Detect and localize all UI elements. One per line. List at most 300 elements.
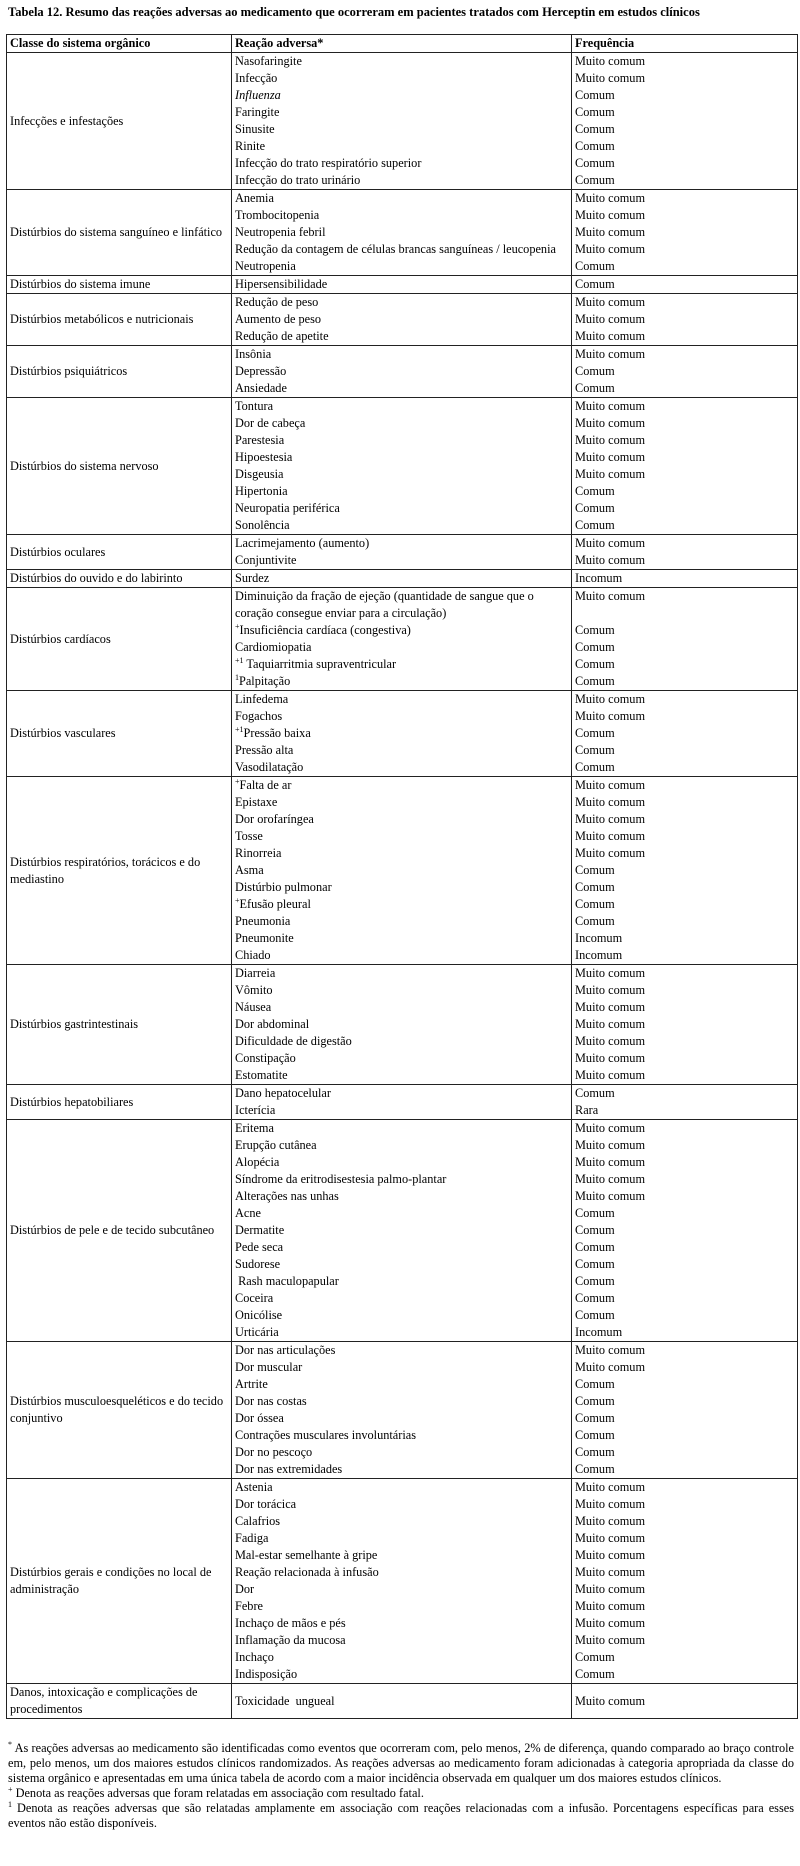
adverse-reaction-cell <box>232 1547 572 1564</box>
adverse-reaction-cell <box>232 828 572 845</box>
adverse-reaction-cell <box>232 483 572 500</box>
frequency-cell: Comum <box>572 121 798 138</box>
organ-class-cell: Distúrbios do ouvido e do labirinto <box>7 570 232 588</box>
frequency-cell: Comum <box>572 363 798 380</box>
adverse-reaction-cell <box>232 1102 572 1120</box>
adverse-reaction-text: Dermatite <box>235 1223 285 1237</box>
adverse-reaction-text: Trombocitopenia <box>235 208 320 222</box>
adverse-reaction-text: Surdez <box>235 571 270 585</box>
table-row <box>7 777 798 795</box>
organ-class-cell: Distúrbios do sistema sanguíneo e linfático <box>7 190 232 276</box>
adverse-reaction-cell <box>232 121 572 138</box>
adverse-reaction-text: Dor de cabeça <box>235 416 306 430</box>
adverse-reaction-text: Artrite <box>235 1377 268 1391</box>
adverse-reaction-text: Rinite <box>235 139 266 153</box>
adverse-reaction-text: Dor nas articulações <box>235 1343 336 1357</box>
adverse-reaction-cell <box>232 224 572 241</box>
adverse-reaction-text: Rash maculopapular <box>235 1274 339 1288</box>
frequency-cell: Muito comum <box>572 1513 798 1530</box>
adverse-reaction-cell <box>232 1256 572 1273</box>
adverse-reaction-cell <box>232 930 572 947</box>
adverse-reaction-cell <box>232 1016 572 1033</box>
frequency-cell: Muito comum <box>572 1033 798 1050</box>
adverse-reaction-cell <box>232 517 572 535</box>
frequency-cell: Muito comum <box>572 965 798 983</box>
frequency-cell: Comum <box>572 1205 798 1222</box>
frequency-cell: Muito comum <box>572 1684 798 1719</box>
reaction-footnote-marker: 1 <box>235 672 239 682</box>
adverse-reactions-table <box>6 34 798 1719</box>
adverse-reaction-text: Náusea <box>235 1000 272 1014</box>
adverse-reaction-cell <box>232 742 572 759</box>
adverse-reaction-cell <box>232 1376 572 1393</box>
frequency-cell: Muito comum <box>572 1154 798 1171</box>
adverse-reaction-cell <box>232 656 572 673</box>
adverse-reaction-text: Dano hepatocelular <box>235 1086 331 1100</box>
adverse-reaction-cell <box>232 1222 572 1239</box>
adverse-reaction-text: Inchaço de mãos e pés <box>235 1616 346 1630</box>
adverse-reaction-cell <box>232 190 572 208</box>
frequency-cell: Comum <box>572 879 798 896</box>
adverse-reaction-text: Constipação <box>235 1051 296 1065</box>
frequency-cell: Muito comum <box>572 1615 798 1632</box>
adverse-reaction-text: Fadiga <box>235 1531 269 1545</box>
adverse-reaction-text: Reação relacionada à infusão <box>235 1565 379 1579</box>
frequency-cell: Comum <box>572 1376 798 1393</box>
frequency-cell: Muito comum <box>572 70 798 87</box>
adverse-reaction-cell <box>232 1050 572 1067</box>
adverse-reaction-cell <box>232 691 572 709</box>
adverse-reaction-cell <box>232 449 572 466</box>
adverse-reaction-text: Infecção do trato urinário <box>235 173 361 187</box>
adverse-reaction-text: Influenza <box>235 88 281 102</box>
frequency-cell: Comum <box>572 896 798 913</box>
adverse-reaction-cell <box>232 1342 572 1360</box>
adverse-reaction-cell <box>232 1649 572 1666</box>
frequency-cell: Muito comum <box>572 1479 798 1497</box>
adverse-reaction-cell <box>232 432 572 449</box>
frequency-cell: Comum <box>572 1666 798 1684</box>
table-body <box>7 53 798 1719</box>
adverse-reaction-text: Falta de ar <box>239 778 292 792</box>
adverse-reaction-cell <box>232 999 572 1016</box>
frequency-cell: Muito comum <box>572 1050 798 1067</box>
frequency-cell: Comum <box>572 1256 798 1273</box>
adverse-reaction-cell <box>232 1239 572 1256</box>
frequency-cell: Comum <box>572 1222 798 1239</box>
adverse-reaction-text: Efusão pleural <box>239 897 311 911</box>
adverse-reaction-cell <box>232 794 572 811</box>
reaction-footnote-marker: + <box>235 895 240 905</box>
adverse-reaction-cell <box>232 1496 572 1513</box>
frequency-cell: Muito comum <box>572 535 798 553</box>
adverse-reaction-cell <box>232 862 572 879</box>
frequency-cell: Comum <box>572 104 798 121</box>
header-organ-class: Classe do sistema orgânico <box>7 35 232 53</box>
adverse-reaction-text: Insônia <box>235 347 272 361</box>
adverse-reaction-text: Sinusite <box>235 122 275 136</box>
table-row <box>7 691 798 709</box>
frequency-cell: Comum <box>572 1273 798 1290</box>
adverse-reaction-cell <box>232 1359 572 1376</box>
adverse-reaction-text: Disgeusia <box>235 467 284 481</box>
frequency-cell: Comum <box>572 380 798 398</box>
adverse-reaction-cell <box>232 1632 572 1649</box>
adverse-reaction-text: Dor muscular <box>235 1360 303 1374</box>
frequency-cell: Comum <box>572 759 798 777</box>
organ-class-cell: Distúrbios gerais e condições no local de administração <box>7 1479 232 1684</box>
adverse-reaction-text: Estomatite <box>235 1068 288 1082</box>
adverse-reaction-cell <box>232 1033 572 1050</box>
adverse-reaction-text: Mal-estar semelhante à gripe <box>235 1548 378 1562</box>
adverse-reaction-cell <box>232 1085 572 1103</box>
frequency-cell: Muito comum <box>572 552 798 570</box>
adverse-reaction-cell <box>232 346 572 364</box>
adverse-reaction-cell <box>232 363 572 380</box>
frequency-cell: Comum <box>572 138 798 155</box>
adverse-reaction-cell <box>232 87 572 104</box>
adverse-reaction-cell <box>232 552 572 570</box>
adverse-reaction-text: Pressão alta <box>235 743 294 757</box>
frequency-cell: Comum <box>572 622 798 639</box>
footnote-asterisk <box>8 1741 794 1786</box>
frequency-cell: Comum <box>572 258 798 276</box>
adverse-reaction-text: Lacrimejamento (aumento) <box>235 536 370 550</box>
adverse-reaction-text: Faringite <box>235 105 280 119</box>
adverse-reaction-cell <box>232 982 572 999</box>
frequency-cell: Muito comum <box>572 828 798 845</box>
frequency-cell: Muito comum <box>572 1342 798 1360</box>
frequency-cell: Comum <box>572 1307 798 1324</box>
frequency-cell: Muito comum <box>572 777 798 795</box>
adverse-reaction-cell <box>232 1137 572 1154</box>
table-row <box>7 294 798 312</box>
frequency-cell: Muito comum <box>572 691 798 709</box>
adverse-reaction-text: Aumento de peso <box>235 312 322 326</box>
organ-class-cell: Distúrbios do sistema imune <box>7 276 232 294</box>
adverse-reaction-cell <box>232 879 572 896</box>
frequency-cell: Comum <box>572 517 798 535</box>
adverse-reaction-text: Calafrios <box>235 1514 281 1528</box>
adverse-reaction-cell <box>232 1188 572 1205</box>
frequency-cell: Incomum <box>572 570 798 588</box>
adverse-reaction-cell <box>232 1666 572 1684</box>
adverse-reaction-text: Inchaço <box>235 1650 274 1664</box>
adverse-reaction-text: Inflamação da mucosa <box>235 1633 346 1647</box>
organ-class-cell: Distúrbios do sistema nervoso <box>7 398 232 535</box>
adverse-reaction-cell <box>232 1205 572 1222</box>
header-adverse-reaction: Reação adversa* <box>232 35 572 53</box>
reaction-footnote-marker: +1 <box>235 724 244 734</box>
frequency-cell: Muito comum <box>572 241 798 258</box>
frequency-cell: Comum <box>572 1461 798 1479</box>
adverse-reaction-text: Ansiedade <box>235 381 287 395</box>
organ-class-cell: Distúrbios psiquiátricos <box>7 346 232 398</box>
frequency-cell: Comum <box>572 1410 798 1427</box>
table-row <box>7 588 798 623</box>
adverse-reaction-cell <box>232 1513 572 1530</box>
frequency-cell: Rara <box>572 1102 798 1120</box>
adverse-reaction-text: Asma <box>235 863 264 877</box>
table-row <box>7 346 798 364</box>
frequency-cell: Muito comum <box>572 708 798 725</box>
adverse-reaction-text: Febre <box>235 1599 263 1613</box>
organ-class-cell: Distúrbios respiratórios, torácicos e do mediastino <box>7 777 232 965</box>
frequency-cell: Comum <box>572 172 798 190</box>
adverse-reaction-cell <box>232 1307 572 1324</box>
adverse-reaction-text: Palpitação <box>239 674 291 688</box>
frequency-cell: Muito comum <box>572 398 798 416</box>
adverse-reaction-text: Toxicidade ungueal <box>235 1693 335 1708</box>
adverse-reaction-text: Dificuldade de digestão <box>235 1034 352 1048</box>
adverse-reaction-cell <box>232 155 572 172</box>
frequency-cell: Muito comum <box>572 1632 798 1649</box>
footnote-text: Denota as reações adversas que são relatadas amplamente em associação com reações relacionadas com a infusão. Porcentagens específicas para esses eventos não estão disponíveis. <box>8 1801 794 1830</box>
frequency-cell: Muito comum <box>572 224 798 241</box>
adverse-reaction-text: Dor torácica <box>235 1497 297 1511</box>
adverse-reaction-cell <box>232 276 572 294</box>
adverse-reaction-text: Diarreia <box>235 966 276 980</box>
adverse-reaction-text: Dor nas extremidades <box>235 1462 343 1476</box>
frequency-cell: Muito comum <box>572 1188 798 1205</box>
frequency-cell: Muito comum <box>572 328 798 346</box>
table-header-row <box>7 35 798 53</box>
adverse-reaction-cell <box>232 70 572 87</box>
adverse-reaction-cell <box>232 639 572 656</box>
adverse-reaction-text: Dor no pescoço <box>235 1445 313 1459</box>
adverse-reaction-cell <box>232 1564 572 1581</box>
table-row <box>7 965 798 983</box>
adverse-reaction-cell <box>232 104 572 121</box>
frequency-cell: Comum <box>572 155 798 172</box>
adverse-reaction-cell <box>232 1530 572 1547</box>
adverse-reaction-text: Vômito <box>235 983 273 997</box>
adverse-reaction-text: Eritema <box>235 1121 274 1135</box>
adverse-reaction-text: Síndrome da eritrodisestesia palmo-plantar <box>235 1172 447 1186</box>
frequency-cell: Comum <box>572 1649 798 1666</box>
adverse-reaction-text: Erupção cutânea <box>235 1138 317 1152</box>
adverse-reaction-cell <box>232 535 572 553</box>
frequency-cell: Muito comum <box>572 346 798 364</box>
adverse-reaction-text: Distúrbio pulmonar <box>235 880 332 894</box>
frequency-cell: Muito comum <box>572 1120 798 1138</box>
frequency-cell: Muito comum <box>572 811 798 828</box>
frequency-cell: Muito comum <box>572 207 798 224</box>
adverse-reaction-text: Rinorreia <box>235 846 282 860</box>
adverse-reaction-cell <box>232 241 572 258</box>
frequency-cell: Comum <box>572 483 798 500</box>
adverse-reaction-cell <box>232 1479 572 1497</box>
adverse-reaction-text: Parestesia <box>235 433 285 447</box>
frequency-cell: Muito comum <box>572 1067 798 1085</box>
adverse-reaction-text: Dor orofaríngea <box>235 812 314 826</box>
table-row <box>7 1120 798 1138</box>
organ-class-cell: Distúrbios cardíacos <box>7 588 232 691</box>
frequency-cell: Muito comum <box>572 1016 798 1033</box>
adverse-reaction-cell <box>232 1461 572 1479</box>
table-row <box>7 535 798 553</box>
adverse-reaction-text: Neutropenia <box>235 259 296 273</box>
adverse-reaction-text: Hipersensibilidade <box>235 277 328 291</box>
adverse-reaction-text: Dor nas costas <box>235 1394 307 1408</box>
adverse-reaction-text: Redução de apetite <box>235 329 329 343</box>
adverse-reaction-cell <box>232 1615 572 1632</box>
frequency-cell: Muito comum <box>572 415 798 432</box>
adverse-reaction-text: Insuficiência cardíaca (congestiva) <box>239 623 411 637</box>
adverse-reaction-cell <box>232 896 572 913</box>
adverse-reaction-cell <box>232 1684 572 1719</box>
frequency-cell: Muito comum <box>572 794 798 811</box>
table-row <box>7 276 798 294</box>
adverse-reaction-cell <box>232 380 572 398</box>
footnotes <box>8 1741 794 1831</box>
adverse-reaction-text: Depressão <box>235 364 287 378</box>
frequency-cell: Muito comum <box>572 1530 798 1547</box>
frequency-cell: Muito comum <box>572 466 798 483</box>
organ-class-cell: Distúrbios metabólicos e nutricionais <box>7 294 232 346</box>
adverse-reaction-text: Redução da contagem de células brancas sanguíneas / leucopenia <box>235 242 556 256</box>
frequency-cell: Comum <box>572 1085 798 1103</box>
organ-class-cell: Distúrbios oculares <box>7 535 232 570</box>
frequency-cell: Comum <box>572 742 798 759</box>
adverse-reaction-text: Linfedema <box>235 692 289 706</box>
adverse-reaction-text: Hipertonia <box>235 484 288 498</box>
adverse-reaction-cell <box>232 1290 572 1307</box>
adverse-reaction-cell <box>232 622 572 639</box>
adverse-reaction-text: Hipoestesia <box>235 450 293 464</box>
table-row <box>7 1342 798 1360</box>
adverse-reaction-text: Dor abdominal <box>235 1017 310 1031</box>
adverse-reaction-cell <box>232 172 572 190</box>
frequency-cell: Comum <box>572 1427 798 1444</box>
adverse-reaction-cell <box>232 466 572 483</box>
frequency-cell: Muito comum <box>572 190 798 208</box>
frequency-cell: Muito comum <box>572 1581 798 1598</box>
adverse-reaction-cell <box>232 258 572 276</box>
organ-class-cell: Distúrbios gastrintestinais <box>7 965 232 1085</box>
frequency-cell: Comum <box>572 1444 798 1461</box>
adverse-reaction-text: Redução de peso <box>235 295 319 309</box>
table-row <box>7 1479 798 1497</box>
reaction-footnote-marker: + <box>235 621 240 631</box>
frequency-cell: Muito comum <box>572 588 798 623</box>
adverse-reaction-cell <box>232 328 572 346</box>
adverse-reaction-cell <box>232 1324 572 1342</box>
adverse-reaction-text: Fogachos <box>235 709 283 723</box>
adverse-reaction-cell <box>232 1067 572 1085</box>
organ-class-cell: Infecções e infestações <box>7 53 232 190</box>
adverse-reaction-cell <box>232 138 572 155</box>
adverse-reaction-cell <box>232 965 572 983</box>
adverse-reaction-cell <box>232 294 572 312</box>
organ-class-cell: Distúrbios vasculares <box>7 691 232 777</box>
frequency-cell: Comum <box>572 500 798 517</box>
footnote-text: Denota as reações adversas que foram relatadas em associação com resultado fatal. <box>12 1786 424 1800</box>
frequency-cell: Muito comum <box>572 845 798 862</box>
footnote-plus <box>8 1786 794 1801</box>
frequency-cell: Comum <box>572 725 798 742</box>
frequency-cell: Comum <box>572 1393 798 1410</box>
table-row <box>7 398 798 416</box>
adverse-reaction-text: Alopécia <box>235 1155 280 1169</box>
adverse-reaction-cell <box>232 1410 572 1427</box>
adverse-reaction-cell <box>232 1427 572 1444</box>
frequency-cell: Muito comum <box>572 1547 798 1564</box>
adverse-reaction-text: Pressão baixa <box>243 726 311 740</box>
frequency-cell: Comum <box>572 1239 798 1256</box>
frequency-cell: Muito comum <box>572 1598 798 1615</box>
frequency-cell: Muito comum <box>572 1171 798 1188</box>
adverse-reaction-cell <box>232 1393 572 1410</box>
table-row <box>7 570 798 588</box>
frequency-cell: Comum <box>572 862 798 879</box>
frequency-cell: Muito comum <box>572 1496 798 1513</box>
adverse-reaction-cell <box>232 1171 572 1188</box>
adverse-reaction-text: Diminuição da fração de ejeção (quantidade de sangue que o coração consegue enviar para a circulação) <box>235 589 537 620</box>
adverse-reaction-text: Conjuntivite <box>235 553 297 567</box>
adverse-reaction-text: Infecção <box>235 71 278 85</box>
adverse-reaction-cell <box>232 947 572 965</box>
adverse-reaction-text: Icterícia <box>235 1103 276 1117</box>
adverse-reaction-text: Nasofaringite <box>235 54 302 68</box>
table-row <box>7 53 798 71</box>
adverse-reaction-text: Onicólise <box>235 1308 283 1322</box>
frequency-cell: Comum <box>572 913 798 930</box>
adverse-reaction-cell <box>232 913 572 930</box>
adverse-reaction-text: Indisposição <box>235 1667 298 1681</box>
adverse-reaction-text: Astenia <box>235 1480 273 1494</box>
adverse-reaction-cell <box>232 845 572 862</box>
organ-class-cell: Distúrbios musculoesqueléticos e do tecido conjuntivo <box>7 1342 232 1479</box>
adverse-reaction-text: Vasodilatação <box>235 760 304 774</box>
adverse-reaction-text: Infecção do trato respiratório superior <box>235 156 422 170</box>
adverse-reaction-cell <box>232 759 572 777</box>
frequency-cell: Comum <box>572 276 798 294</box>
reaction-footnote-marker: + <box>235 776 240 786</box>
table-row <box>7 190 798 208</box>
adverse-reaction-text: Sudorese <box>235 1257 281 1271</box>
adverse-reaction-text: Sonolência <box>235 518 290 532</box>
adverse-reaction-cell <box>232 53 572 71</box>
frequency-cell: Muito comum <box>572 449 798 466</box>
adverse-reaction-cell <box>232 673 572 691</box>
adverse-reaction-cell <box>232 1154 572 1171</box>
adverse-reaction-text: Taquiarritmia supraventricular <box>243 657 397 671</box>
adverse-reaction-cell <box>232 398 572 416</box>
adverse-reaction-text: Tosse <box>235 829 263 843</box>
frequency-cell: Muito comum <box>572 999 798 1016</box>
adverse-reaction-text: Urticária <box>235 1325 279 1339</box>
adverse-reaction-text: Neutropenia febril <box>235 225 326 239</box>
adverse-reaction-cell <box>232 311 572 328</box>
adverse-reaction-cell <box>232 708 572 725</box>
frequency-cell: Comum <box>572 656 798 673</box>
adverse-reaction-cell <box>232 811 572 828</box>
adverse-reaction-cell <box>232 725 572 742</box>
adverse-reaction-text: Pneumonite <box>235 931 294 945</box>
adverse-reaction-cell <box>232 588 572 623</box>
reaction-footnote-marker: +1 <box>235 655 244 665</box>
adverse-reaction-text: Tontura <box>235 399 274 413</box>
frequency-cell: Comum <box>572 639 798 656</box>
organ-class-cell: Distúrbios de pele e de tecido subcutâneo <box>7 1120 232 1342</box>
frequency-cell: Muito comum <box>572 982 798 999</box>
adverse-reaction-text: Dor óssea <box>235 1411 284 1425</box>
frequency-cell: Muito comum <box>572 1137 798 1154</box>
adverse-reaction-cell <box>232 777 572 795</box>
frequency-cell: Incomum <box>572 947 798 965</box>
adverse-reaction-text: Dor <box>235 1582 255 1596</box>
